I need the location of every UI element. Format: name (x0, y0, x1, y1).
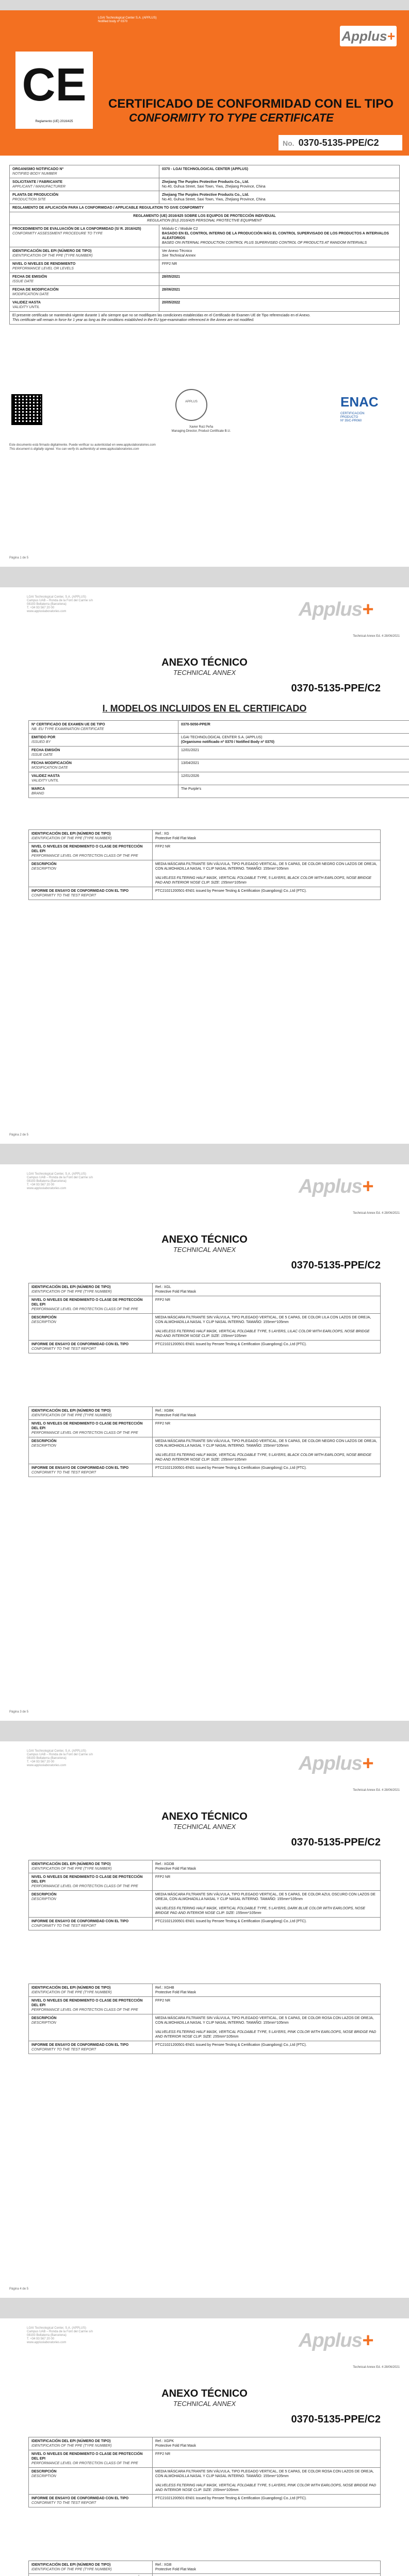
verify-note: Este documento está firmado digitalmente. Puede verificar su autenticidad en www.appluslaboratories.com This document is digitally signed. You can verify its authenticity at www.appluslaboratories.com (9, 444, 156, 451)
model-report: PTC21021200501-EN01 issued by Pensee Testing & Certification (Guangdong) Co.,Ltd (PTC). (155, 2043, 307, 2047)
page-number: Página 4 de 5 (9, 2287, 29, 2291)
model-ref: Ref.: XGL (155, 1285, 171, 1289)
table-row: NIVEL O NIVELES DE RENDIMIENTO O CLASE DE PROTECCIÓN DEL EPI PERFORMANCE LEVEL OR PROTECTION CLASS OF THE PPE FFP2 NR (29, 1296, 381, 1314)
model-ref: Ref.: XGB (155, 2563, 172, 2567)
table-row: DESCRIPCIÓN DESCRIPTION MEDIA MÁSCARA FILTRANTE SIN VÁLVULA, TIPO PLEGADO VERTICAL, DE 5 CAPAS, DE COLOR NEGRO CON LAZOS DE OREJA, CON ALMOHADILLA NASAL Y CLIP NASAL INTERNO. TAMAÑO: 155mm*105mm VALVELESS FILTERING HALF MASK, VERTICAL FOLDABLE TYPE, 5 LAYERS, BLACK COLOR WITH EARLOOPS, NOSE BRIDGE PAD AND INTERIOR NOSE CLIP. SIZE: 155mm*105mm (29, 860, 381, 887)
table-row: IDENTIFICACIÓN DEL EPI (NÚMERO DE TIPO) IDENTIFICATION OF THE PPE (TYPE NUMBER) Ref.: XGB Protective Fold Flat Mask (29, 2561, 381, 2574)
title-es: CERTIFICADO DE CONFORMIDAD CON EL TIPO (108, 97, 394, 111)
model-table (28, 2437, 381, 2507)
applus-stamp: APPLUS (175, 389, 207, 421)
page-5 (0, 2318, 409, 2576)
annex-edition: Technical Annex Ed. 4 28/06/2021 (353, 1212, 400, 1215)
model-7-table (28, 2561, 381, 2576)
model-desc-en: VALVELESS FILTERING HALF MASK, VERTICAL FOLDABLE TYPE, 5 LAYERS, PINK COLOR WITH EARLOOPS, NOSE BRIDGE PAD AND INTERIOR NOSE CLIP. SIZE: 155mm*105mm (155, 2484, 377, 2492)
row-notified-body: ORGANISMO NOTIFICADO Nº NOTIFIED BODY NUMBER 0370 - LGAI TECHNOLOGICAL CENTER (APPLUS) (10, 165, 400, 178)
table-row: EMITIDO POR ISSUED BY LGAI TECHNOLOGICAL CENTER S.A. (APPLUS) (Organismo notificado nº 0370 / Notified Body nº 0370) (29, 734, 409, 747)
model-table (28, 829, 381, 900)
applus-logo: Applus+ (299, 1753, 373, 1774)
model-ref: Ref.: XGBK (155, 1409, 174, 1413)
model-desc-en: VALVELESS FILTERING HALF MASK, VERTICAL FOLDABLE TYPE, 5 LAYERS, BLACK COLOR WITH EARLOOPS, NOSE BRIDGE PAD AND INTERIOR NOSE CLIP. SIZE: 155mm*105mm (155, 876, 372, 885)
table-row: NIVEL O NIVELES DE RENDIMIENTO O CLASE DE PROTECCIÓN DEL EPI PERFORMANCE LEVEL OR PROTECTION CLASS OF THE PPE FFP2 NR (29, 2450, 381, 2468)
table-row: VALIDEZ HASTA VALIDITY UNTIL 12/01/2026 (29, 772, 409, 785)
table-row: INFORME DE ENSAYO DE CONFORMIDAD CON EL TIPO CONFORMITY TO THE TEST REPORT PTC21021200501-EN01 issued by Pensee Testing & Certification (Guangdong) Co.,Ltd (PTC). (29, 1918, 381, 1930)
type-exam-table (28, 720, 409, 798)
row-performance: NIVEL O NIVELES DE RENDIMIENTO PERFORMANCE LEVEL OR LEVELS FFP2 NR (10, 260, 400, 273)
model-level: FFP2 NR (155, 845, 171, 849)
certificate-number: No. 0370-5135-PPE/C2 (279, 135, 402, 150)
annex-title: ANEXO TÉCNICO TECHNICAL ANNEX (161, 2388, 248, 2408)
table-row: IDENTIFICACIÓN DEL EPI (NÚMERO DE TIPO) IDENTIFICATION OF THE PPE (TYPE NUMBER) Ref.: XGHB Protective Fold Flat Mask (29, 1984, 381, 1997)
cover-table (9, 165, 400, 325)
model-name: Protective Fold Flat Mask (155, 1290, 196, 1294)
model-level: FFP2 NR (155, 1422, 171, 1426)
page-number: Página 2 de 5 (9, 1133, 29, 1137)
row-issue-date: FECHA DE EMISIÓN ISSUE DATE 28/05/2021 (10, 273, 400, 286)
applus-logo: Applus+ (299, 1176, 373, 1197)
model-ref: Ref.: XG (155, 832, 169, 836)
table-row: INFORME DE ENSAYO DE CONFORMIDAD CON EL TIPO CONFORMITY TO THE TEST REPORT PTC21021200501-EN01 issued by Pensee Testing & Certification (Guangdong) Co.,Ltd (PTC). (29, 2041, 381, 2054)
model-name: Protective Fold Flat Mask (155, 2444, 196, 2448)
model-desc-en: VALVELESS FILTERING HALF MASK, VERTICAL FOLDABLE TYPE, 5 LAYERS, DARK BLUE COLOR WITH EARLOOPS, NOSE BRIDGE PAD AND INTERIOR NOSE CLIP. SIZE: 155mm*105mm (155, 1907, 366, 1915)
table-row (29, 2574, 381, 2576)
page-1 (0, 10, 409, 567)
row-regulation: REGLAMENTO (UE) 2016/425 SOBRE LOS EQUIPOS DE PROTECCIÓN INDIVIDUAL REGULATION (EU) 2016/425 PERSONAL PROTECTIVE EQUIPMENT (10, 212, 400, 225)
row-production-site: PLANTA DE PRODUCCIÓN PRODUCTION SITE Zhejiang The Purples Protective Products Co., Ltd. No.40, Guhua Street, Saxi Town, Yiwu, Zhejiang Province, China (10, 191, 400, 204)
table-row: DESCRIPCIÓN DESCRIPTION MEDIA MÁSCARA FILTRANTE SIN VÁLVULA, TIPO PLEGADO VERTICAL, DE 5 CAPAS, DE COLOR ROSA CON LAZOS DE OREJA, CON ALMOHADILLA NASAL Y CLIP NASAL INTERNO. TAMAÑO: 155mm*105mm VALVELESS FILTERING HALF MASK, VERTICAL FOLDABLE TYPE, 5 LAYERS, PINK COLOR WITH EARLOOPS, NOSE BRIDGE PAD AND INTERIOR NOSE CLIP. SIZE: 155mm*105mm (29, 2468, 381, 2495)
model-desc-es: MEDIA MÁSCARA FILTRANTE SIN VÁLVULA, TIPO PLEGADO VERTICAL, DE 5 CAPAS, DE COLOR NEGRO CON LAZOS DE OREJA, CON ALMOHADILLA NASAL Y CLIP NASAL INTERNO. TAMAÑO: 155mm*105mm (155, 1439, 377, 1448)
table-row: DESCRIPCIÓN DESCRIPTION MEDIA MÁSCARA FILTRANTE SIN VÁLVULA, TIPO PLEGADO VERTICAL, DE 5 CAPAS, DE COLOR ROSA CON LAZOS DE OREJA, CON ALMOHADILLA NASAL Y CLIP NASAL INTERNO. TAMAÑO: 155mm*105mm VALVELESS FILTERING HALF MASK, VERTICAL FOLDABLE TYPE, 5 LAYERS, PINK COLOR WITH EARLOOPS, NOSE BRIDGE PAD AND INTERIOR NOSE CLIP. SIZE: 155mm*105mm (29, 2014, 381, 2041)
annex-title: ANEXO TÉCNICO TECHNICAL ANNEX (161, 1234, 248, 1253)
row-modification-date: FECHA DE MODIFICACIÓN MODIFICATION DATE 28/06/2021 (10, 286, 400, 299)
table-row: DESCRIPCIÓN DESCRIPTION MEDIA MÁSCARA FILTRANTE SIN VÁLVULA, TIPO PLEGADO VERTICAL, DE 5 CAPAS, DE COLOR AZUL OSCURO CON LAZOS DE OREJA, CON ALMOHADILLA NASAL Y CLIP NASAL INTERNO. TAMAÑO: 155mm*105mm VALVELESS FILTERING HALF MASK, VERTICAL FOLDABLE TYPE, 5 LAYERS, DARK BLUE COLOR WITH EARLOOPS, NOSE BRIDGE PAD AND INTERIOR NOSE CLIP. SIZE: 155mm*105mm (29, 1891, 381, 1918)
model-5-table (28, 1984, 381, 2054)
table-row: IDENTIFICACIÓN DEL EPI (NÚMERO DE TIPO) IDENTIFICATION OF THE PPE (TYPE NUMBER) Ref.: XGDB Protective Fold Flat Mask (29, 1860, 381, 1873)
table-row: NIVEL O NIVELES DE RENDIMIENTO O CLASE DE PROTECCIÓN DEL EPI PERFORMANCE LEVEL OR PROTECTION CLASS OF THE PPE FFP2 NR (29, 843, 381, 860)
model-4-table (28, 1860, 381, 1930)
model-name: Protective Fold Flat Mask (155, 1867, 196, 1871)
model-level: FFP2 NR (155, 2452, 171, 2456)
page-header (0, 587, 409, 638)
model-desc-es: MEDIA MÁSCARA FILTRANTE SIN VÁLVULA, TIPO PLEGADO VERTICAL, DE 5 CAPAS, DE COLOR NEGRO CON LAZOS DE OREJA, CON ALMOHADILLA NASAL Y CLIP NASAL INTERNO. TAMAÑO: 155mm*105mm (155, 862, 377, 871)
annex-cert-number: 0370-5135-PPE/C2 (291, 1260, 381, 1271)
table-row: NIVEL O NIVELES DE RENDIMIENTO O CLASE DE PROTECCIÓN DEL EPI PERFORMANCE LEVEL OR PROTECTION CLASS OF THE PPE FFP2 NR (29, 1420, 381, 1437)
model-table (28, 1984, 381, 2054)
page-header (0, 1741, 409, 1792)
company-address: LGAI Technological Center, S.A. (APPLUS) Campus UAB – Ronda de la Font del Carme s/n 08193 Bellaterra (Barcelona) T. +34 93 567 20 00 www.appluslaboratories.com (27, 1750, 93, 1767)
company-address: LGAI Technological Center, S.A. (APPLUS) Campus UAB – Ronda de la Font del Carme s/n 08193 Bellaterra (Barcelona) T. +34 93 567 20 00 www.appluslaboratories.com (27, 2327, 93, 2344)
model-report: PTC21021200501-EN01 issued by Pensee Testing & Certification (Guangdong) Co.,Ltd (PTC). (155, 1466, 307, 1470)
model-level: FFP2 NR (155, 1875, 171, 1879)
model-desc-en: VALVELESS FILTERING HALF MASK, VERTICAL FOLDABLE TYPE, 5 LAYERS, BLACK COLOR WITH EARLOOPS, NOSE BRIDGE PAD AND INTERIOR NOSE CLIP. SIZE: 155mm*105mm (155, 1453, 372, 1462)
model-ref: Ref.: XGDB (155, 1862, 174, 1866)
model-ref: Ref.: XGPK (155, 2439, 174, 2443)
annex-title: ANEXO TÉCNICO TECHNICAL ANNEX (161, 657, 248, 676)
table-row: IDENTIFICACIÓN DEL EPI (NÚMERO DE TIPO) IDENTIFICATION OF THE PPE (TYPE NUMBER) Ref.: XG Protective Fold Flat Mask (29, 830, 381, 843)
model-desc-en: VALVELESS FILTERING HALF MASK, VERTICAL FOLDABLE TYPE, 5 LAYERS, LILAC COLOR WITH EARLOOPS, NOSE BRIDGE PAD AND INTERIOR NOSE CLIP. SIZE: 155mm*105mm (155, 1330, 370, 1338)
model-name: Protective Fold Flat Mask (155, 2568, 196, 2571)
table-row: MARCA BRAND The Purple's (29, 785, 409, 798)
page-2 (0, 587, 409, 1144)
annex-edition: Technical Annex Ed. 4 28/06/2021 (353, 2366, 400, 2369)
notified-body-line: LGAI Technological Center S.A. (APPLUS) Notified body nº 0370 (98, 16, 157, 23)
page-number: Página 3 de 5 (9, 1710, 29, 1714)
model-report: PTC21021200501-EN01 issued by Pensee Testing & Certification (Guangdong) Co.,Ltd (PTC). (155, 1920, 307, 1923)
signature-block (150, 425, 253, 433)
table-row: IDENTIFICACIÓN DEL EPI (NÚMERO DE TIPO) IDENTIFICATION OF THE PPE (TYPE NUMBER) Ref.: XGL Protective Fold Flat Mask (29, 1283, 381, 1296)
model-desc-es: MEDIA MÁSCARA FILTRANTE SIN VÁLVULA, TIPO PLEGADO VERTICAL, DE 5 CAPAS, DE COLOR ROSA CON LAZOS DE OREJA, CON ALMOHADILLA NASAL Y CLIP NASAL INTERNO. TAMAÑO: 155mm*105mm (155, 2470, 374, 2478)
table-row: DESCRIPCIÓN DESCRIPTION MEDIA MÁSCARA FILTRANTE SIN VÁLVULA, TIPO PLEGADO VERTICAL, DE 5 CAPAS, DE COLOR LILA CON LAZOS DE OREJA, CON ALMOHADILLA NASAL Y CLIP NASAL INTERNO. TAMAÑO: 155mm*105mm VALVELESS FILTERING HALF MASK, VERTICAL FOLDABLE TYPE, 5 LAYERS, LILAC COLOR WITH EARLOOPS, NOSE BRIDGE PAD AND INTERIOR NOSE CLIP. SIZE: 155mm*105mm (29, 1314, 381, 1341)
model-6-table (28, 2437, 381, 2507)
page-3 (0, 1164, 409, 1721)
model-level: FFP2 NR (155, 1298, 171, 1302)
model-desc-es: MEDIA MÁSCARA FILTRANTE SIN VÁLVULA, TIPO PLEGADO VERTICAL, DE 5 CAPAS, DE COLOR LILA CON LAZOS DE OREJA, CON ALMOHADILLA NASAL Y CLIP NASAL INTERNO. TAMAÑO: 155mm*105mm (155, 1316, 371, 1324)
row-ppe-id: IDENTIFICACIÓN DEL EPI (NÚMERO DE TIPO) IDENTIFICATION OF THE PPE (TYPE NUMBER) Ver Anexo Técnico See Technical Annex (10, 247, 400, 260)
page-header (0, 1164, 409, 1215)
annex-cert-number: 0370-5135-PPE/C2 (291, 2414, 381, 2425)
enac-logo: ENAC (340, 394, 379, 410)
section-heading: I. MODELOS INCLUIDOS EN EL CERTIFICADO (102, 703, 307, 714)
applus-logo: Applus+ (340, 26, 397, 46)
annex-edition: Technical Annex Ed. 4 28/06/2021 (353, 1789, 400, 1792)
model-name: Protective Fold Flat Mask (155, 837, 196, 840)
model-desc-en: VALVELESS FILTERING HALF MASK, VERTICAL FOLDABLE TYPE, 5 LAYERS, PINK COLOR WITH EARLOOPS, NOSE BRIDGE PAD AND INTERIOR NOSE CLIP. SIZE: 155mm*105mm (155, 2030, 377, 2039)
title-en: CONFORMITY TO TYPE CERTIFICATE (129, 111, 334, 124)
model-1-table (28, 829, 381, 900)
annex-title: ANEXO TÉCNICO TECHNICAL ANNEX (161, 1811, 248, 1831)
model-table (28, 2561, 381, 2576)
page-4 (0, 1741, 409, 2298)
model-desc-es: MEDIA MÁSCARA FILTRANTE SIN VÁLVULA, TIPO PLEGADO VERTICAL, DE 5 CAPAS, DE COLOR AZUL OSCURO CON LAZOS DE OREJA, CON ALMOHADILLA NASAL Y CLIP NASAL INTERNO. TAMAÑO: 155mm*105mm (155, 1893, 375, 1901)
model-table (28, 1860, 381, 1930)
applus-logo: Applus+ (299, 599, 373, 620)
model-report: PTC21021200501-EN01 issued by Pensee Testing & Certification (Guangdong) Co.,Ltd (PTC). (155, 2497, 307, 2500)
model-table (28, 1283, 381, 1353)
model-3-table (28, 1406, 381, 1477)
model-desc-es: MEDIA MÁSCARA FILTRANTE SIN VÁLVULA, TIPO PLEGADO VERTICAL, DE 5 CAPAS, DE COLOR ROSA CON LAZOS DE OREJA, CON ALMOHADILLA NASAL Y CLIP NASAL INTERNO. TAMAÑO: 155mm*105mm (155, 2016, 374, 2025)
model-level: FFP2 NR (155, 1999, 171, 2003)
table-row: NIVEL O NIVELES DE RENDIMIENTO O CLASE DE PROTECCIÓN DEL EPI PERFORMANCE LEVEL OR PROTECTION CLASS OF THE PPE FFP2 NR (29, 1997, 381, 2014)
table-row: INFORME DE ENSAYO DE CONFORMIDAD CON EL TIPO CONFORMITY TO THE TEST REPORT PTC21021200501-EN01 issued by Pensee Testing & Certification (Guangdong) Co.,Ltd (PTC). (29, 1341, 381, 1353)
model-report: PTC21021200501-EN01 issued by Pensee Testing & Certification (Guangdong) Co.,Ltd (PTC). (155, 1343, 307, 1346)
model-report: PTC21021200501-EN01 issued by Pensee Testing & Certification (Guangdong) Co.,Ltd (PTC). (155, 889, 307, 893)
model-name: Protective Fold Flat Mask (155, 1414, 196, 1417)
model-2-table (28, 1283, 381, 1353)
page-header (0, 2318, 409, 2369)
row-notice: El presente certificado se mantendrá vigente durante 1 año siempre que no se modifiquen las condiciones establecidas en el Certificado de Examen UE de Tipo referenciado en el Anexo. This certificate will remain in force for 1 year as long as the conditions established in the EU type-examination referenced in the Annex are not modified. (10, 312, 400, 325)
table-row: FECHA MODIFICACIÓN MODIFICATION DATE 13/04/2021 (29, 759, 409, 772)
cover-header (0, 10, 409, 156)
table-row: NIVEL O NIVELES DE RENDIMIENTO O CLASE DE PROTECCIÓN DEL EPI PERFORMANCE LEVEL OR PROTECTION CLASS OF THE PPE FFP2 NR (29, 1873, 381, 1891)
company-address: LGAI Technological Center, S.A. (APPLUS) Campus UAB – Ronda de la Font del Carme s/n 08193 Bellaterra (Barcelona) T. +34 93 567 20 00 www.appluslaboratories.com (27, 1173, 93, 1190)
qr-code (11, 394, 42, 425)
model-table (28, 1406, 381, 1477)
table-row: FECHA EMISIÓN ISSUE DATE 12/01/2021 (29, 747, 409, 759)
signer-name: Xavier Ruiz Peña (189, 426, 214, 429)
applus-logo: Applus+ (299, 2330, 373, 2351)
annex-edition: Technical Annex Ed. 4 28/06/2021 (353, 635, 400, 638)
enac-note: CERTIFICACIÓN PRODUCTO Nº 35/C-PR060 (340, 412, 365, 422)
table-row: INFORME DE ENSAYO DE CONFORMIDAD CON EL TIPO CONFORMITY TO THE TEST REPORT PTC21021200501-EN01 issued by Pensee Testing & Certification (Guangdong) Co.,Ltd (PTC). (29, 2495, 381, 2507)
table-row: INFORME DE ENSAYO DE CONFORMIDAD CON EL TIPO CONFORMITY TO THE TEST REPORT PTC21021200501-EN01 issued by Pensee Testing & Certification (Guangdong) Co.,Ltd (PTC). (29, 887, 381, 900)
annex-cert-number: 0370-5135-PPE/C2 (291, 1837, 381, 1848)
model-ref: Ref.: XGHB (155, 1986, 174, 1990)
table-row: Nº CERTIFICADO DE EXAMEN UE DE TIPO NB. EU TYPE EXAMINATION CERTIFICATE 0370-5050-PPE/R (29, 721, 409, 734)
row-applicant: SOLICITANTE / FABRICANTE APPLICANT / MANUFACTURER Zhejiang The Purples Protective Products Co., Ltd. No.40, Guhua Street, Saxi Town, Yiwu, Zhejiang Province, China (10, 178, 400, 191)
signer-title: Managing Director, Product Certificate B.U. (171, 430, 231, 433)
row-procedure: PROCEDIMIENTO DE EVALUACIÓN DE LA CONFORMIDAD (S/ R. 2016/425) CONFORMITY ASSESSMENT PROCEDURE TO TYPE Módulo C / Module C2 BASADO EN EL CONTROL INTERNO DE LA PRODUCCIÓN MÁS EL CONTROL SUPERVISADO DE LOS PRODUCTOS A INTERVALOS ALEATORIOS BASED ON INTERNAL PRODUCTION CONTROL PLUS SUPERVISED CONTROL OF PRODUCTS AT RANDOM INTERVALS (10, 225, 400, 247)
table-row: INFORME DE ENSAYO DE CONFORMIDAD CON EL TIPO CONFORMITY TO THE TEST REPORT PTC21021200501-EN01 issued by Pensee Testing & Certification (Guangdong) Co.,Ltd (PTC). (29, 1464, 381, 1477)
annex-cert-number: 0370-5135-PPE/C2 (291, 683, 381, 694)
row-regulation-line: REGLAMENTO DE APLICACIÓN PARA LA CONFORMIDAD / APPLICABLE REGULATION TO GIVE CONFORMITY (10, 204, 400, 212)
table-row: IDENTIFICACIÓN DEL EPI (NÚMERO DE TIPO) IDENTIFICATION OF THE PPE (TYPE NUMBER) Ref.: XGPK Protective Fold Flat Mask (29, 2437, 381, 2450)
ce-mark: CE Reglamento (UE) 2016/425 (15, 52, 93, 129)
model-name: Protective Fold Flat Mask (155, 1991, 196, 1994)
table-row: DESCRIPCIÓN DESCRIPTION MEDIA MÁSCARA FILTRANTE SIN VÁLVULA, TIPO PLEGADO VERTICAL, DE 5 CAPAS, DE COLOR NEGRO CON LAZOS DE OREJA, CON ALMOHADILLA NASAL Y CLIP NASAL INTERNO. TAMAÑO: 155mm*105mm VALVELESS FILTERING HALF MASK, VERTICAL FOLDABLE TYPE, 5 LAYERS, BLACK COLOR WITH EARLOOPS, NOSE BRIDGE PAD AND INTERIOR NOSE CLIP. SIZE: 155mm*105mm (29, 1437, 381, 1464)
table-row: IDENTIFICACIÓN DEL EPI (NÚMERO DE TIPO) IDENTIFICATION OF THE PPE (TYPE NUMBER) Ref.: XGBK Protective Fold Flat Mask (29, 1407, 381, 1420)
company-address: LGAI Technological Center, S.A. (APPLUS) Campus UAB – Ronda de la Font del Carme s/n 08193 Bellaterra (Barcelona) T. +34 93 567 20 00 www.appluslaboratories.com (27, 596, 93, 613)
page-number: Página 1 de 5 (9, 556, 29, 560)
row-validity: VALIDEZ HASTA VALIDITY UNTIL 20/05/2022 (10, 299, 400, 312)
